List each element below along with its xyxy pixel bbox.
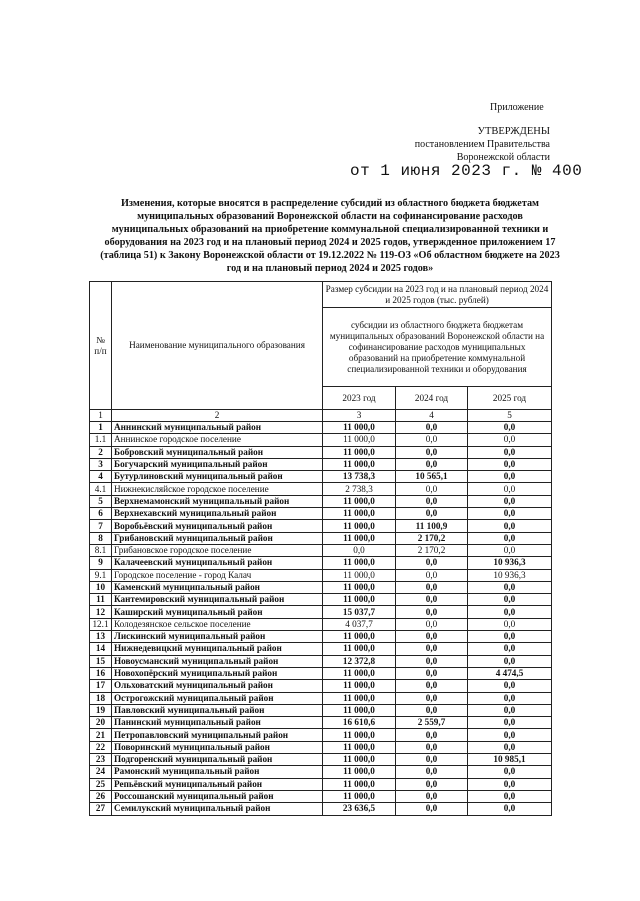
table-row [90,667,552,679]
value-2025: 0,0 [468,422,552,434]
column-header-number: № п/п [90,282,112,410]
municipality-name: Павловский муниципальный район [112,704,323,716]
value-2025: 0,0 [468,692,552,704]
value-2024: 0,0 [396,594,468,606]
row-number: 25 [90,778,112,790]
municipality-name: Аннинский муниципальный район [112,422,323,434]
value-2024: 0,0 [396,446,468,458]
value-2023: 11 000,0 [323,446,396,458]
row-number: 7 [90,520,112,532]
value-2024: 0,0 [396,766,468,778]
value-2023: 0,0 [323,544,396,556]
table-row [90,766,552,778]
value-2025: 0,0 [468,446,552,458]
table-row [90,655,552,667]
row-number: 19 [90,704,112,716]
value-2024: 0,0 [396,754,468,766]
value-2023: 11 000,0 [323,729,396,741]
municipality-name: Богучарский муниципальный район [112,458,323,470]
row-number: 6 [90,508,112,520]
table-row [90,606,552,618]
value-2025: 0,0 [468,704,552,716]
value-2025: 10 936,3 [468,557,552,569]
row-number: 4.1 [90,483,112,495]
row-number: 13 [90,631,112,643]
municipality-name: Колодезянское сельское поселение [112,618,323,630]
row-number: 18 [90,692,112,704]
municipality-name: Новохопёрский муниципальный район [112,667,323,679]
approved-by-line-1: постановлением Правительства [414,139,550,150]
row-number: 10 [90,581,112,593]
table-row [90,754,552,766]
row-number: 14 [90,643,112,655]
column-header-subsidy-size: Размер субсидии на 2023 год и на плановый период 2024 и 2025 годов (тыс. рублей) [323,282,552,308]
value-2023: 11 000,0 [323,790,396,802]
value-2025: 0,0 [468,729,552,741]
value-2025: 0,0 [468,458,552,470]
value-2024: 0,0 [396,790,468,802]
value-2023: 13 738,3 [323,471,396,483]
value-2025: 0,0 [468,544,552,556]
value-2025: 0,0 [468,717,552,729]
municipality-name: Россошанский муниципальный район [112,790,323,802]
municipality-name: Аннинское городское поселение [112,434,323,446]
value-2025: 0,0 [468,508,552,520]
municipality-name: Воробьёвский муниципальный район [112,520,323,532]
value-2025: 0,0 [468,495,552,507]
value-2023: 11 000,0 [323,766,396,778]
row-number: 12.1 [90,618,112,630]
row-number: 24 [90,766,112,778]
value-2023: 11 000,0 [323,532,396,544]
value-2023: 11 000,0 [323,422,396,434]
municipality-name: Каширский муниципальный район [112,606,323,618]
value-2025: 0,0 [468,483,552,495]
table-row [90,594,552,606]
row-number: 4 [90,471,112,483]
value-2023: 11 000,0 [323,778,396,790]
municipality-name: Петропавловский муниципальный район [112,729,323,741]
value-2023: 11 000,0 [323,754,396,766]
municipality-name: Панинский муниципальный район [112,717,323,729]
value-2024: 2 170,2 [396,532,468,544]
table-row [90,446,552,458]
row-number: 20 [90,717,112,729]
value-2024: 0,0 [396,581,468,593]
column-index: 3 [323,410,396,422]
value-2024: 0,0 [396,643,468,655]
table-row [90,729,552,741]
table-row [90,422,552,434]
value-2023: 15 037,7 [323,606,396,618]
value-2025: 0,0 [468,741,552,753]
approved-label: УТВЕРЖДЕНЫ [477,126,550,137]
value-2024: 0,0 [396,667,468,679]
row-number: 15 [90,655,112,667]
value-2023: 11 000,0 [323,581,396,593]
value-2025: 0,0 [468,643,552,655]
municipality-name: Поворинский муниципальный район [112,741,323,753]
table-body [90,422,552,816]
column-header-year-2023: 2023 год [323,387,396,410]
value-2023: 12 372,8 [323,655,396,667]
table-row [90,569,552,581]
table-row [90,680,552,692]
approved-by-line-2: Воронежской области [456,152,550,163]
value-2023: 11 000,0 [323,569,396,581]
value-2025: 0,0 [468,520,552,532]
municipality-name: Бобровский муниципальный район [112,446,323,458]
value-2024: 2 559,7 [396,717,468,729]
table-row [90,520,552,532]
value-2025: 4 474,5 [468,667,552,679]
table-row [90,717,552,729]
column-header-year-2025: 2025 год [468,387,552,410]
value-2024: 0,0 [396,569,468,581]
value-2024: 0,0 [396,680,468,692]
table-row [90,471,552,483]
municipality-name: Подгоренский муниципальный район [112,754,323,766]
value-2023: 4 037,7 [323,618,396,630]
table-row [90,508,552,520]
value-2024: 0,0 [396,778,468,790]
municipality-name: Рамонский муниципальный район [112,766,323,778]
value-2024: 0,0 [396,483,468,495]
value-2025: 10 936,3 [468,569,552,581]
value-2023: 11 000,0 [323,434,396,446]
value-2024: 0,0 [396,741,468,753]
municipality-name: Новоусманский муниципальный район [112,655,323,667]
table-row [90,618,552,630]
value-2025: 0,0 [468,766,552,778]
column-header-subsidy-description: субсидии из областного бюджета бюджетам муниципальных образований Воронежской области на софинансирование расходов муниципальных образований на приобретение коммунальной специализированной техники и оборудования [323,308,552,387]
value-2023: 2 738,3 [323,483,396,495]
row-number: 11 [90,594,112,606]
value-2025: 0,0 [468,790,552,802]
row-number: 8 [90,532,112,544]
appendix-label: Приложение [490,102,544,113]
column-index: 5 [468,410,552,422]
municipality-name: Верхнемамонский муниципальный район [112,495,323,507]
table-row [90,790,552,802]
decree-date-number: от 1 июня 2023 г. № 400 [350,162,583,180]
value-2025: 0,0 [468,594,552,606]
municipality-name: Каменский муниципальный район [112,581,323,593]
value-2024: 0,0 [396,655,468,667]
value-2024: 0,0 [396,704,468,716]
value-2024: 11 100,9 [396,520,468,532]
value-2023: 16 610,6 [323,717,396,729]
municipality-name: Ольховатский муниципальный район [112,680,323,692]
table-row [90,692,552,704]
row-number: 1.1 [90,434,112,446]
table-row [90,741,552,753]
municipality-name: Острогожский муниципальный район [112,692,323,704]
municipality-name: Городское поселение - город Калач [112,569,323,581]
value-2024: 0,0 [396,422,468,434]
value-2023: 11 000,0 [323,680,396,692]
value-2023: 11 000,0 [323,508,396,520]
row-number: 23 [90,754,112,766]
table-row [90,458,552,470]
row-number: 9 [90,557,112,569]
municipality-name: Семилукский муниципальный район [112,803,323,815]
value-2023: 11 000,0 [323,520,396,532]
municipality-name: Нижнекисляйское городское поселение [112,483,323,495]
column-index: 4 [396,410,468,422]
value-2023: 11 000,0 [323,692,396,704]
table-row [90,778,552,790]
value-2023: 11 000,0 [323,704,396,716]
subsidy-table [89,281,552,816]
table-row [90,483,552,495]
row-number: 12 [90,606,112,618]
municipality-name: Лискинский муниципальный район [112,631,323,643]
value-2024: 0,0 [396,557,468,569]
value-2025: 0,0 [468,655,552,667]
row-number: 3 [90,458,112,470]
row-number: 9.1 [90,569,112,581]
municipality-name: Калачеевский муниципальный район [112,557,323,569]
value-2025: 10 985,1 [468,754,552,766]
value-2024: 0,0 [396,458,468,470]
municipality-name: Грибановский муниципальный район [112,532,323,544]
row-number: 22 [90,741,112,753]
municipality-name: Бутурлиновский муниципальный район [112,471,323,483]
value-2025: 0,0 [468,471,552,483]
row-number: 17 [90,680,112,692]
table-row [90,544,552,556]
table-row [90,557,552,569]
value-2025: 0,0 [468,532,552,544]
table-row [90,434,552,446]
row-number: 21 [90,729,112,741]
column-header-name: Наименование муниципального образования [112,282,323,410]
value-2024: 0,0 [396,495,468,507]
value-2024: 0,0 [396,606,468,618]
table-row [90,704,552,716]
value-2023: 11 000,0 [323,643,396,655]
value-2023: 11 000,0 [323,741,396,753]
value-2023: 11 000,0 [323,495,396,507]
municipality-name: Кантемировский муниципальный район [112,594,323,606]
table-row [90,631,552,643]
column-index: 2 [112,410,323,422]
document-title: Изменения, которые вносятся в распределение субсидий из областного бюджета бюджетам муниципальных образований Воронежской области на софинансирование расходов муниципальных образований на приобретение коммунальной специализированной техники и оборудования на 2023 год и на плановый период 2024 и 2025 годов, утвержденное приложением 17 (таблица 51) к Закону Воронежской области от 19.12.2022 № 119-ОЗ «Об областном бюджете на 2023 год и на плановый период 2024 и 2025 годов» [100,198,560,275]
value-2024: 0,0 [396,618,468,630]
row-number: 26 [90,790,112,802]
row-number: 2 [90,446,112,458]
row-number: 1 [90,422,112,434]
row-number: 5 [90,495,112,507]
value-2024: 0,0 [396,692,468,704]
table-row [90,643,552,655]
value-2025: 0,0 [468,803,552,815]
value-2024: 0,0 [396,729,468,741]
table-row [90,581,552,593]
approval-block [415,125,550,164]
value-2025: 0,0 [468,606,552,618]
row-number: 27 [90,803,112,815]
value-2025: 0,0 [468,618,552,630]
value-2025: 0,0 [468,581,552,593]
value-2025: 0,0 [468,434,552,446]
value-2024: 0,0 [396,434,468,446]
row-number: 16 [90,667,112,679]
value-2024: 10 565,1 [396,471,468,483]
table-row [90,803,552,815]
value-2024: 0,0 [396,508,468,520]
municipality-name: Верхнехавский муниципальный район [112,508,323,520]
value-2025: 0,0 [468,631,552,643]
municipality-name: Грибановское городское поселение [112,544,323,556]
value-2023: 11 000,0 [323,631,396,643]
value-2023: 11 000,0 [323,594,396,606]
value-2023: 11 000,0 [323,458,396,470]
value-2024: 0,0 [396,803,468,815]
column-index: 1 [90,410,112,422]
table-row [90,532,552,544]
table-row [90,495,552,507]
value-2025: 0,0 [468,680,552,692]
municipality-name: Нижнедевицкий муниципальный район [112,643,323,655]
value-2023: 23 636,5 [323,803,396,815]
row-number: 8.1 [90,544,112,556]
municipality-name: Репьёвский муниципальный район [112,778,323,790]
column-header-year-2024: 2024 год [396,387,468,410]
value-2023: 11 000,0 [323,557,396,569]
value-2025: 0,0 [468,778,552,790]
value-2023: 11 000,0 [323,667,396,679]
value-2024: 2 170,2 [396,544,468,556]
value-2024: 0,0 [396,631,468,643]
